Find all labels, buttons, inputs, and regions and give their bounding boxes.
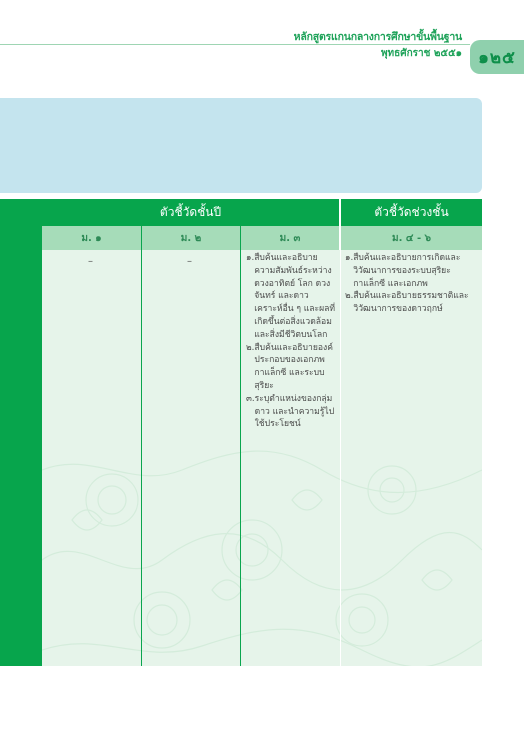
cell-m3 — [246, 252, 336, 431]
book-title: หลักสูตรแกนกลางการศึกษาขั้นพื้นฐาน — [293, 31, 462, 43]
range-indicators-header: ตัวชี้วัดช่วงชั้น — [341, 199, 482, 226]
column-header-m1: ม. ๑ — [42, 226, 141, 250]
list-item: ๑. สืบค้นและอธิบายการเกิดและวิวัฒนาการของระบบสุริยะ กาแล็กซี และเอกภพ — [345, 253, 461, 289]
column-header-m3: ม. ๓ — [241, 226, 339, 250]
column-divider — [141, 226, 142, 666]
grade-indicators-header: ตัวชี้วัดชั้นปี — [42, 199, 339, 226]
book-subtitle: พุทธศักราช ๒๕๕๑ — [380, 48, 462, 59]
table-side-bar — [0, 199, 42, 666]
column-header-m4-6: ม. ๔ - ๖ — [341, 226, 482, 250]
list-item: ๒. สืบค้นและอธิบายธรรมชาติและวิวัฒนาการของดาวฤกษ์ — [345, 291, 469, 315]
column-header-m2: ม. ๒ — [142, 226, 240, 250]
header-divider — [0, 44, 470, 45]
list-item: ๑. สืบค้นและอธิบายความสัมพันธ์ระหว่างดวงอาทิตย์ โลก ดวงจันทร์ และดาวเคราะห์อื่น ๆ และผลที่เกิดขึ้นต่อสิ่งแวดล้อม และสิ่งมีชีวิตบนโลก — [246, 253, 336, 340]
info-box — [0, 98, 482, 193]
column-divider — [240, 226, 241, 666]
floral-background-pattern — [42, 440, 482, 666]
page-number: ๑๒๕ — [478, 47, 516, 68]
cell-m1: – — [88, 256, 93, 267]
page-number-tab — [470, 40, 524, 74]
list-item: ๓. ระบุตำแหน่งของกลุ่มดาว และนำความรู้ไปใช้ประโยชน์ — [246, 393, 335, 430]
list-item: ๒. สืบค้นและอธิบายองค์ประกอบของเอกภพ กาแล็กซี และระบบสุริยะ — [246, 342, 333, 391]
column-divider — [340, 199, 341, 666]
cell-m2: – — [187, 256, 192, 267]
cell-m4-6 — [345, 252, 477, 316]
